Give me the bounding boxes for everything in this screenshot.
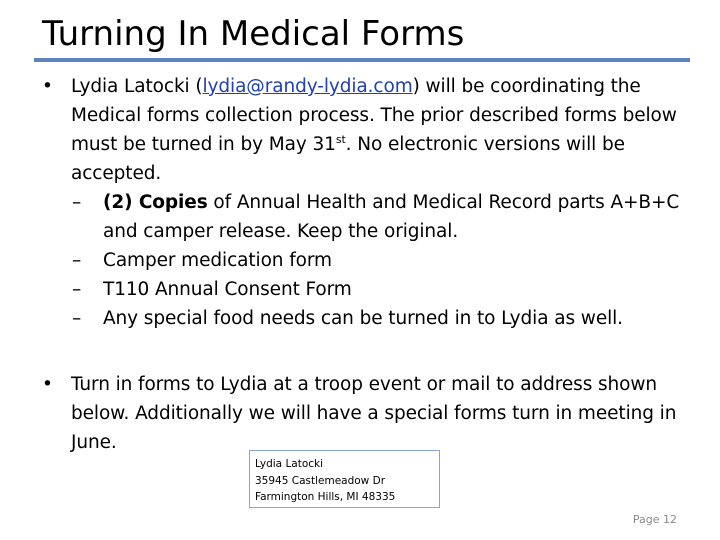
email-link[interactable]: lydia@randy-lydia.com [202, 76, 413, 97]
copies-emphasis: (2) Copies [103, 192, 208, 213]
page-number: Page 12 [632, 513, 677, 526]
address-name: Lydia Latocki [255, 458, 324, 470]
bullet-dot: • [42, 374, 53, 395]
dash-mark: – [72, 192, 82, 213]
bullet1-prefix: Lydia Latocki ( [71, 76, 203, 97]
bullet1-suffix: . No electronic versions will be accepted. [71, 134, 625, 184]
title-underline [34, 58, 690, 62]
address-street: 35945 Castlemeadow Dr [255, 474, 386, 487]
slide-body [42, 72, 692, 457]
sub-item-food [42, 304, 692, 333]
slide-title: Turning In Medical Forms [42, 14, 465, 54]
bullet-dot: • [42, 76, 53, 97]
copies-text: of Annual Health and Medical Record parts A+B+C and camper release. Keep the original. [103, 192, 680, 242]
date-ordinal-suffix: st [335, 132, 346, 146]
medication-text: Camper medication form [103, 250, 332, 271]
bullet1-middle: ) will be coordinating the Medical forms collection process. The prior described forms below must be turned in by May 31 [71, 76, 677, 155]
food-text: Any special food needs can be turned in to Lydia as well. [103, 308, 623, 329]
sub-item-medication [42, 246, 692, 275]
dash-mark: – [72, 308, 82, 329]
bullet2-text: Turn in forms to Lydia at a troop event or mail to address shown below. Additionally we will have a special forms turn in meeting in June. [71, 374, 677, 453]
address-city: Farmington Hills, MI 48335 [255, 491, 396, 503]
dash-mark: – [72, 279, 82, 300]
bullet-turn-in [42, 370, 692, 457]
consent-text: T110 Annual Consent Form [103, 279, 352, 300]
sub-item-copies [42, 188, 692, 246]
bullet-coordinator [42, 72, 692, 188]
dash-mark: – [72, 250, 82, 271]
mailing-address-box [249, 450, 440, 508]
paragraph-gap [42, 333, 692, 370]
sub-item-consent [42, 275, 692, 304]
